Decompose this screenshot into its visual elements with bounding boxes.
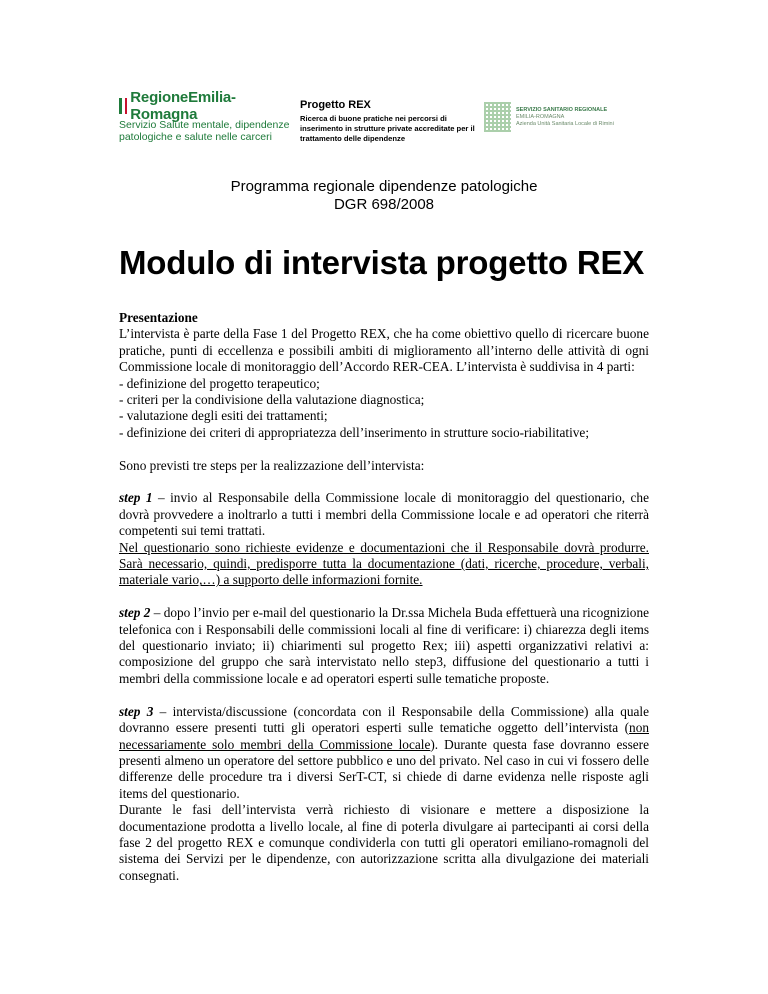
step2-paragraph — [119, 605, 649, 687]
step1-label: step 1 — [119, 490, 153, 506]
page-title: Modulo di intervista progetto REX — [119, 244, 645, 281]
flag-red-bar — [125, 98, 128, 114]
program-line2: DGR 698/2008 — [333, 196, 435, 213]
step3-underlined: non necessariamente solo membri della Commissione locale — [119, 720, 649, 752]
program-line1: Programma regionale dipendenze patologiche — [230, 178, 538, 195]
steps-intro: Sono previsti tre steps per la realizzazione dell’intervista: — [119, 457, 425, 473]
step1-underlined-paragraph — [119, 540, 649, 589]
step1-underlined: Nel questionario sono richieste evidenze e documentazioni che il Responsabile dovrà produrre. Sarà necessario, quindi, predisporre tutta la documentazione (dati, ricerche, procedure, verbali, materiale vario,…) a supporto delle informazioni fornite. — [119, 539, 649, 588]
ssr-logo — [484, 101, 629, 133]
project-title: Progetto REX — [300, 99, 371, 111]
ssr-logo-line2: EMILIA-ROMAGNA — [516, 113, 565, 120]
step2-label: step 2 — [119, 605, 151, 621]
ssr-grid-icon — [484, 102, 511, 132]
section-heading: Presentazione — [119, 310, 198, 325]
region-service-text: Servizio Salute mentale, dipendenze patologiche e salute nelle carceri — [119, 119, 290, 143]
part-item: - definizione del progetto terapeutico; — [119, 375, 320, 391]
part-item: - definizione dei criteri di appropriatezza dell’inserimento in strutture socio-riabilitative; — [119, 424, 590, 440]
ssr-logo-line1: SERVIZIO SANITARIO REGIONALE — [516, 106, 608, 113]
ssr-logo-line3: Azienda Unità Sanitaria Locale di Rimini — [516, 120, 614, 127]
part-item: - valutazione degli esiti dei trattamenti; — [119, 408, 328, 424]
step1-paragraph — [119, 490, 649, 539]
closing-paragraph: Durante le fasi dell’intervista verrà richiesto di visionare e mettere a disposizione la documentazione prodotta a livello locale, al fine di poterla divulgare ai partecipanti ai corsi della fase 2 del progetto REX e comunque condividerla con tutti gli operatori emiliano-romagnoli del sistema dei Servizi per le dipendenze, con autorizzazione scritta alla divulgazione dei materiali consegnati. — [119, 802, 649, 883]
step3-paragraph — [119, 704, 649, 802]
step3-label: step 3 — [119, 703, 154, 719]
step2-text: – dopo l’invio per e-mail del questionario la Dr.ssa Michela Buda effettuerà una ricognizione telefonica con i Responsabili delle commissioni locali al fine di verificare: i) chiarezza degli items del questionario inviato; ii) chiarimenti sul progetto Rex; iii) aspetti organizzativi relativi a: composizione del gruppo che sarà intervistato nello step3, diffusione del questionario a tutti i membri della commissione locale e ad operatori esperti sulle tematiche proposte. — [119, 605, 650, 686]
document-body — [119, 310, 649, 884]
step1-text: – invio al Responsabile della Commissione locale di monitoraggio del questionario, che dovrà provvedere a inoltrarlo a tutti i membri della Commissione locale e ad operatori che riterrà competenti sui temi trattati. — [119, 490, 649, 539]
project-subtitle: Ricerca di buone pratiche nei percorsi di inserimento in strutture private accreditate per il trattamento delle dipendenze — [300, 114, 475, 143]
project-header — [300, 99, 480, 144]
step3-text-b: ). Durante questa fase dovranno essere presenti almeno un operatore del settore pubblico e uno del privato. Nel caso in cui vi fossero delle differenze delle procedure tra i diversi SerT-CT, si chiede di darne evidenza nelle risposte agli items del questionario. — [119, 736, 649, 801]
part-item: - criteri per la condivisione della valutazione diagnostica; — [119, 392, 425, 408]
region-logo-text: RegioneEmilia-Romagna — [130, 89, 236, 123]
ssr-logo-text — [516, 107, 614, 128]
region-logo-mark — [119, 89, 289, 123]
step3-text-a: – intervista/discussione (concordata con il Responsabile della Commissione) alla quale dovranno essere presenti tutti gli operatori esperti sulle tematiche oggetto dell’intervista ( — [119, 703, 649, 736]
intro-paragraph: L’intervista è parte della Fase 1 del Progetto REX, che ha come obiettivo quello di ricercare buone pratiche, punti di eccellenza e possibili ambiti di miglioramento all’interno delle attività di ogni Commissione locale di monitoraggio dell’Accordo RER-CEA. L’intervista è suddivisa in 4 parti: — [119, 326, 649, 375]
region-logo — [119, 89, 290, 143]
